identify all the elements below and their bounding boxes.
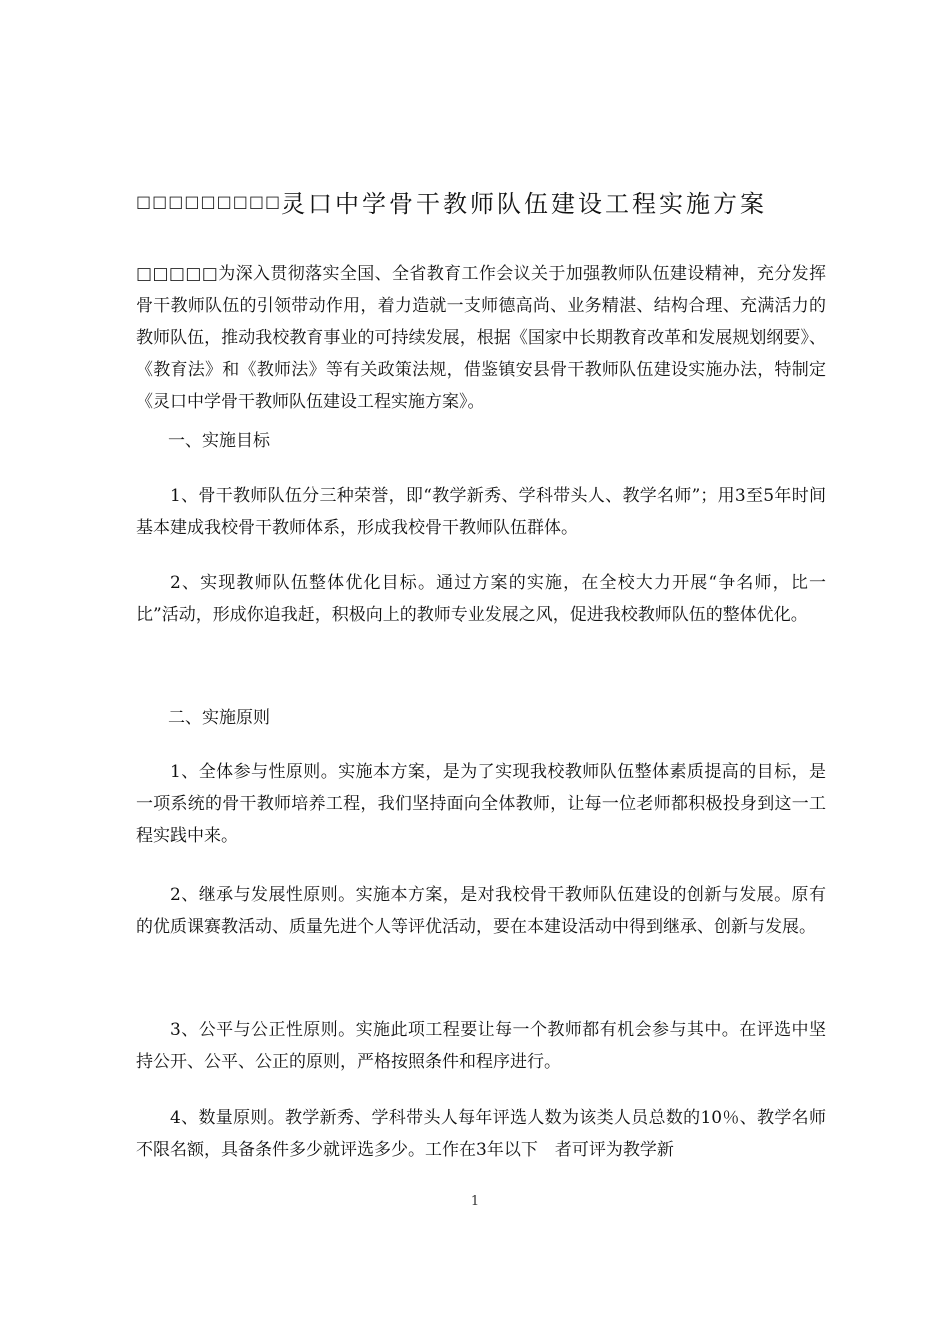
principles-item-4: 4、数量原则。教学新秀、学科带头人每年评选人数为该类人员总数的10％、教学名师不限名额，具备条件多少就评选多少。工作在3年以下 者可评为教学新	[136, 1108, 826, 1160]
intro-paragraph	[136, 258, 826, 418]
goals-item-2: 2、实现教师队伍整体优化目标。通过方案的实施，在全校大力开展“争名师，比一比”活动，形成你追我赶，积极向上的教师专业发展之风，促进我校教师队伍的整体优化。	[136, 573, 826, 625]
title-row	[136, 184, 836, 218]
goals-item-1: 1、骨干教师队伍分三种荣誉，即“教学新秀、学科带头人、教学名师”；用3至5年时间基本建成我校骨干教师体系，形成我校骨干教师队伍群体。	[136, 486, 826, 538]
principles-item-1: 1、全体参与性原则。实施本方案，是为了实现我校教师队伍整体素质提高的目标，是一项系统的骨干教师培养工程，我们坚持面向全体教师，让每一位老师都积极投身到这一工程实践中来。	[136, 762, 826, 846]
principles-item-3: 3、公平与公正性原则。实施此项工程要让每一个教师都有机会参与其中。在评选中坚持公开、公平、公正的原则，严格按照条件和程序进行。	[136, 1020, 826, 1072]
section-heading-goals: 一、实施目标	[168, 431, 270, 451]
page-number: 1	[470, 1194, 480, 1209]
intro-lead-glyphs: □□□□□	[136, 264, 219, 284]
intro-text: 为深入贯彻落实全国、全省教育工作会议关于加强教师队伍建设精神，充分发挥骨干教师队伍的引领带动作用，着力造就一支师德高尚、业务精湛、结构合理、充满活力的教师队伍，推动我校教育事业的可持续发展，根据《国家中长期教育改革和发展规划纲要》、《教育法》和《教师法》等有关政策法规，借鉴镇安县骨干教师队伍建设实施办法，特制定《灵口中学骨干教师队伍建设工程实施方案》。	[136, 264, 827, 412]
title-prefix-glyphs: □□□□□□□□□	[136, 191, 282, 211]
document-title: 灵口中学骨干教师队伍建设工程实施方案	[281, 189, 768, 218]
section-heading-principles: 二、实施原则	[168, 708, 270, 728]
principles-item-2: 2、继承与发展性原则。实施本方案，是对我校骨干教师队伍建设的创新与发展。原有的优质课赛教活动、质量先进个人等评优活动，要在本建设活动中得到继承、创新与发展。	[136, 885, 826, 937]
